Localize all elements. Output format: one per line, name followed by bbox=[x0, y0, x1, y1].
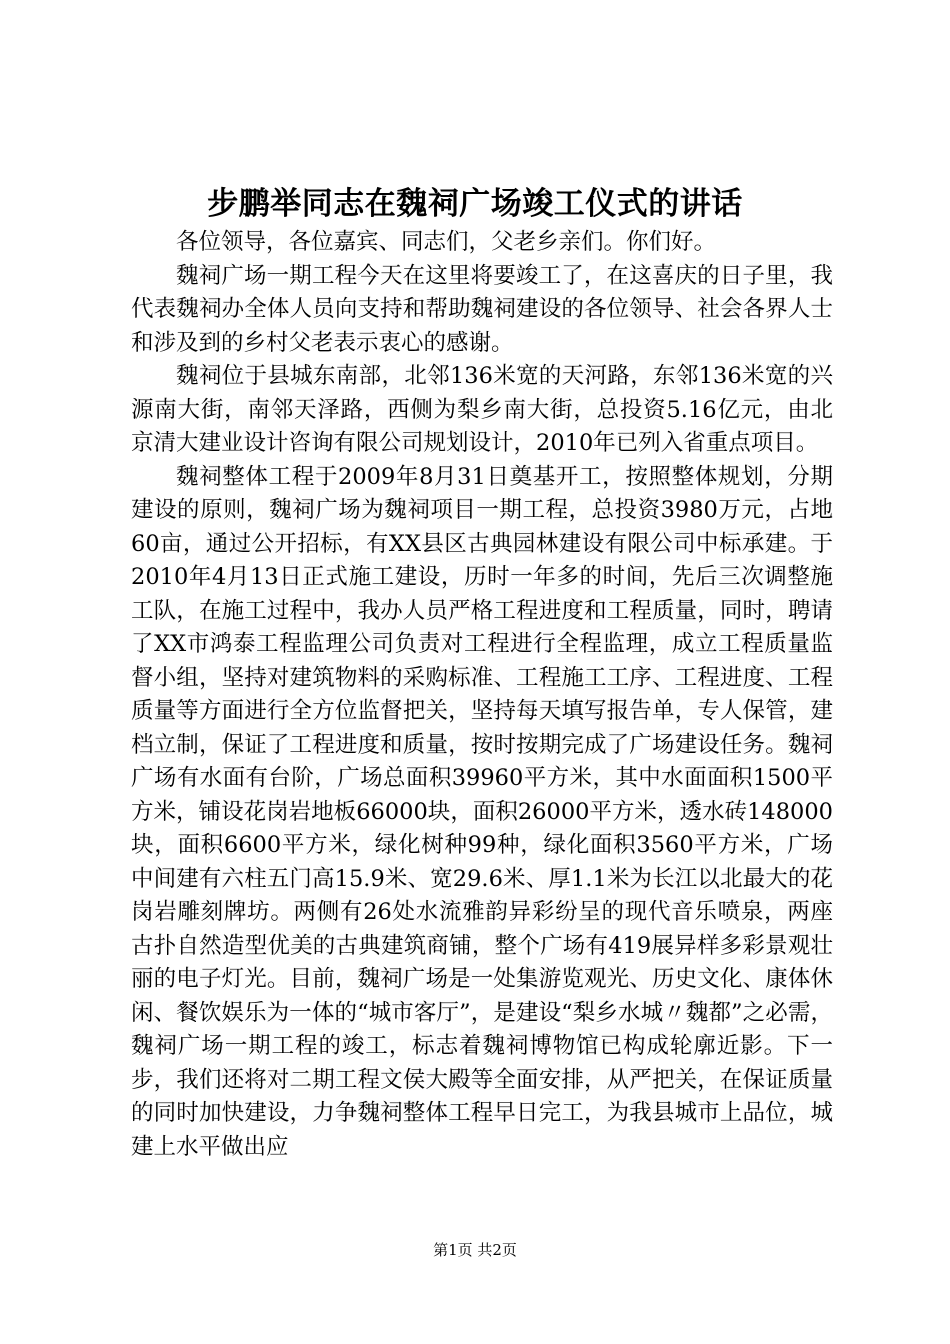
paragraph-location: 魏祠位于县城东南部，北邻136米宽的天河路，东邻136米宽的兴源南大街，南邻天泽路，西侧为梨乡南大街，总投资5.16亿元，由北京清大建业设计咨询有限公司规划设计，2010年已列入省重点项目。 bbox=[131, 363, 833, 456]
paragraph-thanks: 魏祠广场一期工程今天在这里将要竣工了，在这喜庆的日子里，我代表魏祠办全体人员向支持和帮助魏祠建设的各位领导、社会各界人士和涉及到的乡村父老表示衷心的感谢。 bbox=[131, 262, 833, 356]
page-footer: 第1页 共2页 bbox=[433, 1241, 517, 1259]
document-body bbox=[131, 226, 833, 1164]
document-title: 步鹏举同志在魏祠广场竣工仪式的讲话 bbox=[207, 186, 743, 222]
paragraph-construction: 魏祠整体工程于2009年8月31日奠基开工，按照整体规划，分期建设的原则，魏祠广场为魏祠项目一期工程，总投资3980万元，占地60亩，通过公开招标，有XX县区古典园林建设有限公司中标承建。于2010年4月13日正式施工建设，历时一年多的时间，先后三次调整施工队，在施工过程中，我办人员严格工程进度和工程质量，同时，聘请了XX市鸿泰工程监理公司负责对工程进行全程监理，成立工程质量监督小组，坚持对建筑物料的采购标准、工程施工工序、工程进度、工程质量等方面进行全方位监督把关，坚持每天填写报告单，专人保管，建档立制，保证了工程进度和质量，按时按期完成了广场建设任务。魏祠广场有水面有台阶，广场总面积39960平方米，其中水面面积1500平方米，铺设花岗岩地板66000块，面积26000平方米，透水砖148000块，面积6600平方米，绿化树种99种，绿化面积3560平方米，广场中间建有六柱五门高15.9米、宽29.6米、厚1.1米为长江以北最大的花岗岩雕刻牌坊。两侧有26处水流雅韵异彩纷呈的现代音乐喷泉，两座古扑自然造型优美的古典建筑商铺，整个广场有419展异样多彩景观壮丽的电子灯光。目前，魏祠广场是一处集游览观光、历史文化、康体休闲、餐饮娱乐为一体的“城市客厅”，是建设“梨乡水城〃魏都”之必需，魏祠广场一期工程的竣工，标志着魏祠博物馆已构成轮廓近影。下一步，我们还将对二期工程文侯大殿等全面安排，从严把关，在保证质量的同时加快建设，力争魏祠整体工程早日完工，为我县城市上品位，城建上水平做出应 bbox=[131, 463, 833, 1160]
paragraph-greeting: 各位领导，各位嘉宾、同志们，父老乡亲们。你们好。 bbox=[176, 229, 717, 255]
